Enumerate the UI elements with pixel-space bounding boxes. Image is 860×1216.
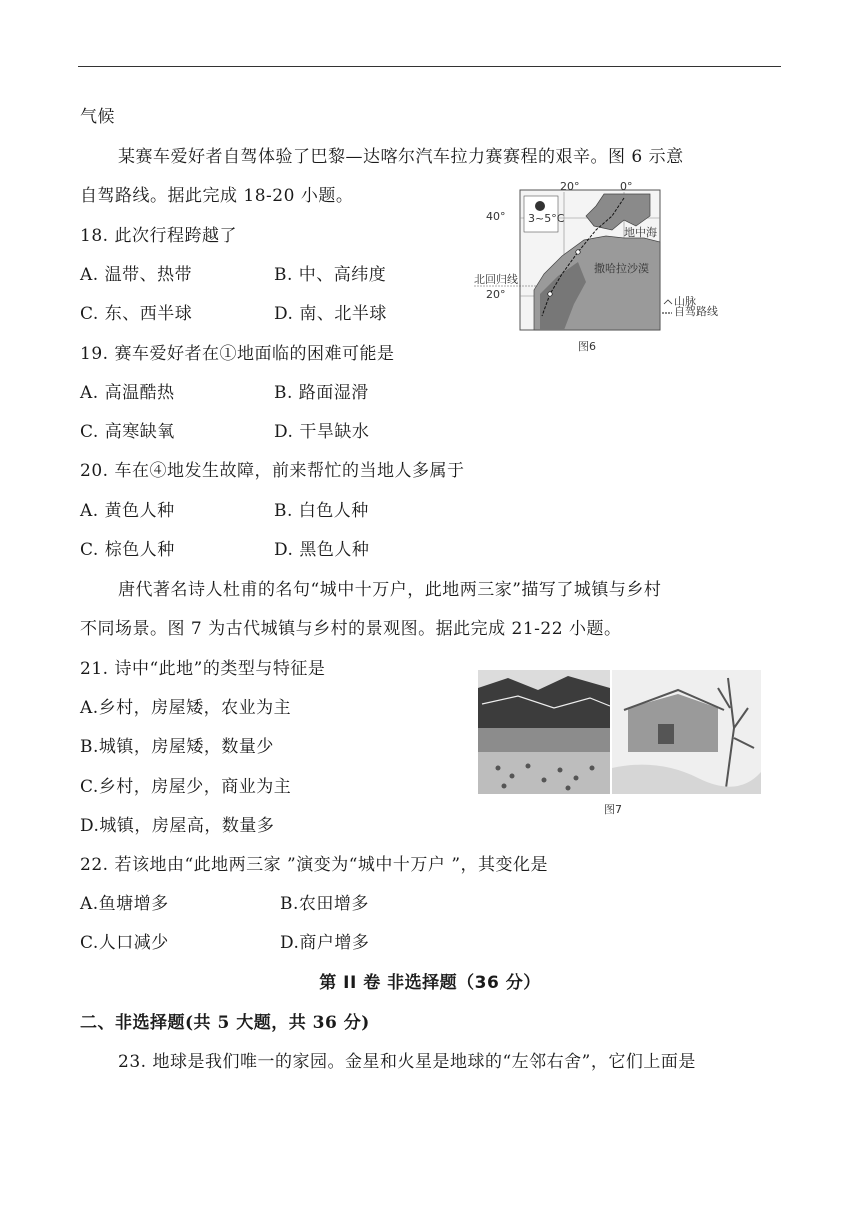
question-19-option-b[interactable]: B. 路面湿滑 (274, 383, 369, 403)
question-19-option-c[interactable]: C. 高寒缺氧 (80, 422, 175, 442)
map-legend-mountain-label: 山脉 (674, 295, 696, 308)
question-20-option-a[interactable]: A. 黄色人种 (80, 501, 175, 521)
header-rule (78, 66, 781, 67)
question-22-stem: 22. 若该地由“此地两三家 ”演变为“城中十万户 ”，其变化是 (80, 855, 549, 875)
town-street (478, 752, 610, 794)
question-18-option-b[interactable]: B. 中、高纬度 (274, 265, 387, 285)
intro-paragraph-2-line-2: 不同场景。图 7 为古代城镇与乡村的景观图。据此完成 21-22 小题。 (80, 619, 622, 639)
town-walls (478, 728, 610, 752)
question-19-option-a[interactable]: A. 高温酷热 (80, 383, 175, 403)
question-22-option-c[interactable]: C.人口减少 (80, 933, 169, 953)
intro-paragraph-2-line-1: 唐代著名诗人杜甫的名句“城中十万户，此地两三家”描写了城镇与乡村 (118, 580, 662, 600)
intro-paragraph-1-line-2: 自驾路线。据此完成 18-20 小题。 (80, 186, 354, 206)
question-21-option-d[interactable]: D.城镇，房屋高，数量多 (80, 816, 275, 836)
figure-7-illustration (478, 668, 761, 818)
question-21-option-b[interactable]: B.城镇，房屋矮，数量少 (80, 737, 274, 757)
map-longitude-label-2: 0° (620, 180, 633, 193)
map-route-point-4 (548, 292, 552, 296)
question-18-option-d[interactable]: D. 南、北半球 (274, 304, 387, 324)
map-tropic-label: 北回归线 (474, 273, 518, 286)
figure-6-caption: 图6 (578, 340, 596, 353)
village-door (658, 724, 674, 744)
question-18-stem: 18. 此次行程跨越了 (80, 226, 237, 246)
question-20-stem: 20. 车在④地发生故障，前来帮忙的当地人多属于 (80, 461, 465, 481)
question-18-option-c[interactable]: C. 东、西半球 (80, 304, 193, 324)
question-18-option-a[interactable]: A. 温带、热带 (80, 265, 193, 285)
figure-6-map (474, 180, 718, 356)
figure-7-caption: 图7 (604, 803, 622, 816)
header-fragment: 气候 (80, 107, 115, 127)
question-22-option-a[interactable]: A.鱼塘增多 (80, 894, 169, 914)
question-19-option-d[interactable]: D. 干旱缺水 (274, 422, 370, 442)
map-inset-temperature: 3~5°C (528, 212, 565, 225)
map-route-point-1 (576, 250, 580, 254)
question-22-option-d[interactable]: D.商户增多 (280, 933, 370, 953)
cloud-icon (535, 201, 545, 211)
section-title: 第 II 卷 非选择题（36 分） (319, 973, 541, 993)
map-longitude-label-1: 20° (560, 180, 580, 193)
map-legend-route-label: 自驾路线 (674, 305, 718, 318)
question-23-stem-line-1: 23. 地球是我们唯一的家园。金星和火星是地球的“左邻右舍”，它们上面是 (118, 1052, 696, 1072)
question-20-option-c[interactable]: C. 棕色人种 (80, 540, 175, 560)
map-latitude-label-1: 40° (486, 210, 506, 223)
question-21-option-a[interactable]: A.乡村，房屋矮，农业为主 (80, 698, 292, 718)
intro-paragraph-1-line-1: 某赛车爱好者自驾体验了巴黎—达喀尔汽车拉力赛赛程的艰辛。图 6 示意 (118, 147, 684, 167)
question-19-stem: 19. 赛车爱好者在①地面临的困难可能是 (80, 344, 395, 364)
mountain-legend-icon (664, 300, 672, 304)
question-22-option-b[interactable]: B.农田增多 (280, 894, 369, 914)
part-2-heading: 二、非选择题(共 5 大题，共 36 分) (80, 1013, 370, 1033)
map-latitude-label-2: 20° (486, 288, 506, 301)
question-21-option-c[interactable]: C.乡村，房屋少，商业为主 (80, 777, 292, 797)
question-21-stem: 21. 诗中“此地”的类型与特征是 (80, 659, 326, 679)
map-desert-label: 撒哈拉沙漠 (594, 262, 649, 275)
question-20-option-d[interactable]: D. 黑色人种 (274, 540, 370, 560)
map-sea-label: 地中海 (624, 226, 657, 239)
question-20-option-b[interactable]: B. 白色人种 (274, 501, 369, 521)
